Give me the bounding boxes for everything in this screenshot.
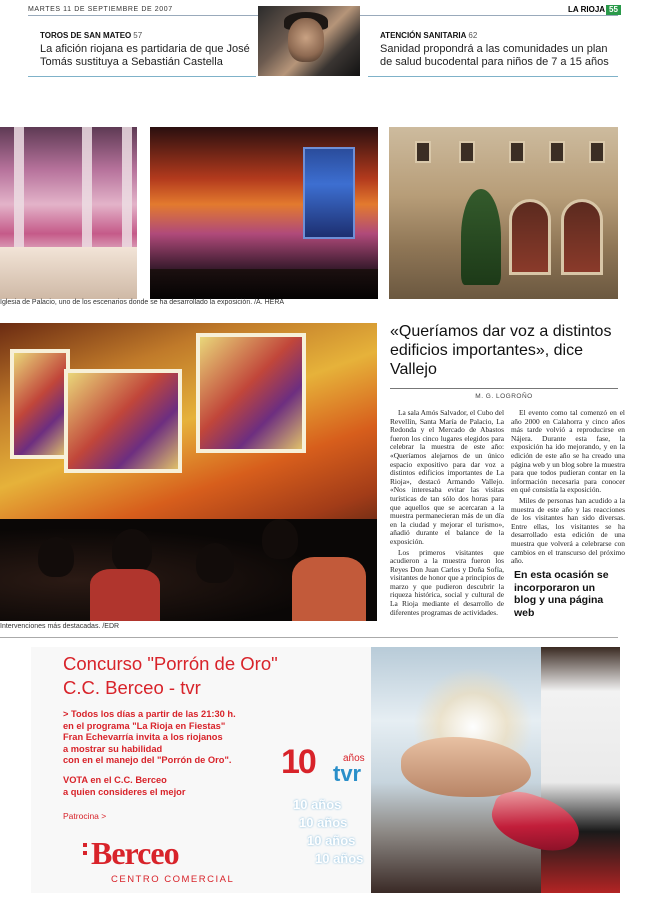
ad-echo-text: 10 años <box>307 833 356 848</box>
photo-caption-top: Iglesia de Palacio, uno de los escenarios donde se ha desarrollado la exposición. /A. HERA <box>0 299 285 306</box>
ad-title: Concurso "Porrón de Oro" <box>63 653 278 674</box>
article-paragraph: El evento como tal comenzó en el año 2000 en Calahorra y cinco años más tarde volvió a reproducirse en Nájera. Durante esta fase, la exposición ha ido mejorando, y en la edición de este año se ha creado una página web y un blog sobre la muestra para que todos pudieran contar en la información necesaria para conocer en qué consistía la exposición. <box>511 408 625 495</box>
ad-echo-text: 10 años <box>293 797 342 812</box>
article-column-2 <box>511 408 625 566</box>
teaser-toros[interactable] <box>40 31 258 69</box>
ad-porron-photo <box>371 647 620 893</box>
ad-vote-text <box>63 775 303 798</box>
teaser-bullfighter-photo <box>258 6 360 76</box>
ad-vote-line: VOTA en el C.C. Berceo <box>63 775 167 785</box>
teaser-text: Sanidad propondrá a las comunidades un plan de salud bucodental para niños de 7 a 15 años <box>380 43 609 68</box>
article-paragraph: La sala Amós Salvador, el Cubo del Revellín, Santa María de Palacio, La Redonda y el Mercado de Abastos fueron los cinco lugares elegidos para celebrar la muestra de este año: «Queríamos alejarnos de un único espacio expositivo para dar voz a distintos edificios importantes de La Rioja», destacó Armando Vallejo. «Nos interesaba evitar las visitas turísticas de tan sólo dos horas para que aquellos que se acercaran a la muestra permanecieran más de un día en la ciudad y mejorar el turismo», añadió durante el balance de la exposición. <box>390 408 504 546</box>
ad-promo-line: en el programa "La Rioja en Fiestas" <box>63 720 226 731</box>
photo-market-interior <box>0 127 137 299</box>
ad-promo-line: con en el manejo del "Porrón de Oro". <box>63 755 232 766</box>
header-date: MARTES 11 DE SEPTIEMBRE DE 2007 <box>28 6 173 13</box>
ad-promo-text <box>63 709 303 767</box>
ad-promo-line: Fran Echevarría invita a los riojanos <box>63 732 223 743</box>
byline-rule <box>390 388 618 389</box>
article-byline: M. G. LOGROÑO <box>475 393 533 400</box>
teaser-rule-right <box>368 76 618 77</box>
teaser-rule-left <box>28 76 256 77</box>
ad-promo-line: a mostrar su habilidad <box>63 743 163 754</box>
berceo-logo-subtitle: CENTRO COMERCIAL <box>111 874 235 885</box>
teaser-kicker: ATENCIÓN SANITARIA 62 <box>380 31 478 40</box>
teaser-page-ref: 57 <box>133 31 143 40</box>
berceo-logo-mark <box>83 843 89 861</box>
ad-sponsor-label: Patrocina > <box>63 811 107 821</box>
header-brand: LA RIOJA <box>568 5 606 14</box>
berceo-logo: Berceo <box>91 835 179 871</box>
section-divider <box>0 637 618 638</box>
page-number-badge: 55 <box>606 5 621 15</box>
tvr-anniversary-number: 10 <box>281 743 315 781</box>
article-paragraph: Miles de personas han acudido a la muestra de este año y las reacciones de los visitantes han sido diversas. Entre ellas, los visitantes se ha desarrollado esta edición de una muestra que volverá a celebrarse con cambios en el transcurso del próximo año. <box>511 495 625 566</box>
article-paragraph: Los primeros visitantes que acudieron a la muestra fueron los Reyes Don Juan Carlos y Doña Sofía, visitantes de honor que a principios de marzo y que pudieron descubrir la riqueza histórica, social y cultural de La Rioja mediante el desarrollo de diferentes programas de actividades. <box>390 547 504 617</box>
teaser-text: La afición riojana es partidaria de que José Tomás sustituya a Sebastián Castella <box>40 43 250 68</box>
photo-church-projection <box>150 127 378 299</box>
photo-caption-main: Intervenciones más destacadas. /EDR <box>0 623 120 630</box>
teaser-page-ref: 62 <box>468 31 478 40</box>
teaser-kicker: TOROS DE SAN MATEO 57 <box>40 31 143 40</box>
ad-echo-text: 10 años <box>299 815 348 830</box>
article-headline: «Queríamos dar voz a distintos edificios importantes», dice Vallejo <box>390 323 612 378</box>
article-column-1 <box>390 409 504 637</box>
ad-subtitle: C.C. Berceo - tvr <box>63 677 201 698</box>
photo-projection-audience <box>0 323 377 621</box>
teaser-sanidad[interactable] <box>380 31 620 69</box>
tvr-logo: tvr <box>333 761 362 786</box>
tvr-anniversary-years: años <box>343 753 365 764</box>
ad-promo-line: > Todos los días a partir de las 21:30 h. <box>63 709 236 719</box>
pull-quote: En esta ocasión se incorporaron un blog y una página web <box>514 569 609 619</box>
ad-echo-text: 10 años <box>315 851 364 866</box>
advertisement-porron-de-oro[interactable] <box>31 647 620 893</box>
photo-cloister <box>389 127 618 299</box>
ad-vote-line: a quien consideres el mejor <box>63 786 186 797</box>
